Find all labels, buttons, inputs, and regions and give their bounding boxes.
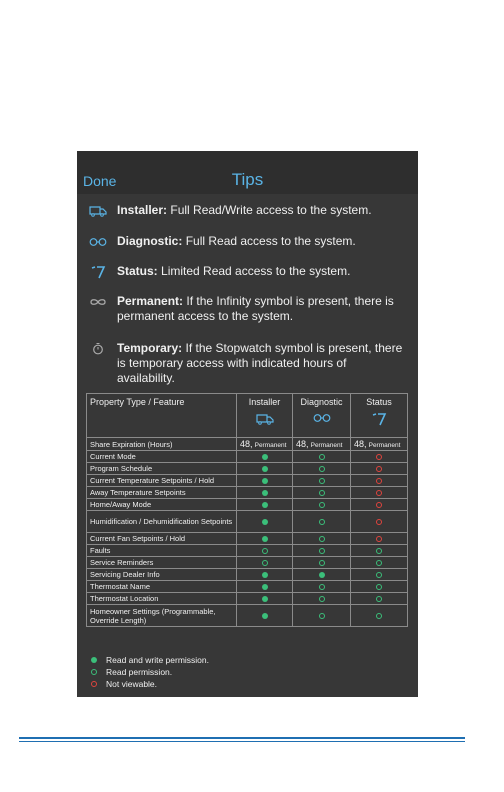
- permission-cell: [351, 487, 408, 499]
- permission-cell: [293, 451, 351, 463]
- table-row: [87, 605, 408, 627]
- no-access-dot-icon: [376, 466, 382, 472]
- no-access-dot-icon: [376, 536, 382, 542]
- wrench-icon: [87, 264, 109, 279]
- row-label: Thermostat Name: [87, 581, 237, 593]
- app-screen: Done Tips Installer: Full Read/Write access to the system. Diagnostic: Full Read access to the system. Status: Limited Read access to the system. Permanent: If the Infinity symbol is present, there is permanent access to the system. Temporary: If the Stopwatch symbol is present, there is temporary access with indicated hours of availability. Property Type / Feature Installer Diagnostic Status Share Expiration (Hours) 48, Permanent 48, Permanent 48, Permanent Current Mode Program Schedule Current Temperature Setpoints / Hold Away Temperature Setpoints Home/Away Mode Humidification / Dehumidification Setpoints Current Fan Setpoints / Hold Faults Service Reminders Servicing Dealer Info Thermostat Name Thermostat Location Homeowner Settings (Programmable, Override Length) Read and write permission. Read permission. Not viewable.: [77, 151, 418, 697]
- full-access-dot-icon: [262, 536, 268, 542]
- permission-cell: [293, 557, 351, 569]
- share-status: 48, Permanent: [351, 438, 408, 451]
- full-access-dot-icon: [262, 584, 268, 590]
- permission-cell: [237, 569, 293, 581]
- table-row: [87, 511, 408, 533]
- table-row: [87, 593, 408, 605]
- no-access-dot-icon: [376, 502, 382, 508]
- full-access-dot-icon: [262, 502, 268, 508]
- permission-cell: [237, 605, 293, 627]
- no-access-dot-icon: [376, 478, 382, 484]
- read-access-dot-icon: [319, 466, 325, 472]
- permission-cell: [237, 533, 293, 545]
- row-label: Humidification / Dehumidification Setpoints: [87, 511, 237, 533]
- row-label: Home/Away Mode: [87, 499, 237, 511]
- column-header-feature: Property Type / Feature: [87, 394, 237, 438]
- header-bar: [77, 151, 418, 194]
- read-access-dot-icon: [319, 548, 325, 554]
- read-access-dot-icon: [319, 490, 325, 496]
- column-header-diagnostic: Diagnostic: [293, 394, 351, 438]
- done-button[interactable]: Done: [83, 173, 117, 189]
- van-icon: [240, 413, 289, 427]
- permission-cell: [351, 463, 408, 475]
- permission-cell: [237, 557, 293, 569]
- permission-cell: [237, 511, 293, 533]
- row-label: Homeowner Settings (Programmable, Override Length): [87, 605, 237, 627]
- row-label: Current Fan Setpoints / Hold: [87, 533, 237, 545]
- table-row: [87, 581, 408, 593]
- permission-cell: [237, 487, 293, 499]
- van-icon: [87, 203, 109, 218]
- read-access-dot-icon: [319, 560, 325, 566]
- permission-cell: [351, 569, 408, 581]
- full-access-dot-icon: [319, 572, 325, 578]
- share-installer: 48, Permanent: [237, 438, 293, 451]
- row-label: Thermostat Location: [87, 593, 237, 605]
- permission-cell: [293, 581, 351, 593]
- read-access-dot-icon: [376, 613, 382, 619]
- permission-cell: [351, 451, 408, 463]
- read-access-dot-icon: [319, 519, 325, 525]
- table-row: [87, 533, 408, 545]
- stopwatch-icon: [87, 341, 109, 356]
- full-access-dot-icon: [262, 596, 268, 602]
- table-row: [87, 569, 408, 581]
- read-access-dot-icon: [91, 669, 97, 675]
- permission-cell: [351, 593, 408, 605]
- read-access-dot-icon: [262, 548, 268, 554]
- row-label: Servicing Dealer Info: [87, 569, 237, 581]
- full-access-dot-icon: [262, 466, 268, 472]
- permission-cell: [237, 581, 293, 593]
- table-row: [87, 557, 408, 569]
- permission-cell: [351, 557, 408, 569]
- permission-cell: [351, 581, 408, 593]
- full-access-dot-icon: [91, 657, 97, 663]
- no-access-dot-icon: [376, 519, 382, 525]
- row-label: Away Temperature Setpoints: [87, 487, 237, 499]
- permission-cell: [237, 545, 293, 557]
- permission-cell: [293, 463, 351, 475]
- read-access-dot-icon: [376, 572, 382, 578]
- permission-cell: [293, 499, 351, 511]
- wrench-icon: [354, 412, 404, 428]
- full-access-dot-icon: [262, 490, 268, 496]
- full-access-dot-icon: [262, 572, 268, 578]
- permission-cell: [293, 569, 351, 581]
- permission-cell: [237, 593, 293, 605]
- read-access-dot-icon: [376, 584, 382, 590]
- read-access-dot-icon: [319, 584, 325, 590]
- full-access-dot-icon: [262, 613, 268, 619]
- full-access-dot-icon: [262, 478, 268, 484]
- read-access-dot-icon: [319, 478, 325, 484]
- read-access-dot-icon: [319, 502, 325, 508]
- row-label: Faults: [87, 545, 237, 557]
- table-row: [87, 545, 408, 557]
- permission-cell: [351, 475, 408, 487]
- permission-cell: [293, 511, 351, 533]
- read-access-dot-icon: [376, 596, 382, 602]
- glasses-icon: [296, 413, 347, 425]
- column-header-installer: Installer: [237, 394, 293, 438]
- permission-cell: [293, 545, 351, 557]
- no-access-dot-icon: [91, 681, 97, 687]
- share-diagnostic: 48, Permanent: [293, 438, 351, 451]
- table-body: [87, 438, 408, 627]
- legend-item-read: Read permission.: [91, 666, 209, 678]
- footer-rule: [19, 737, 465, 739]
- permission-cell: [293, 605, 351, 627]
- row-label: Current Temperature Setpoints / Hold: [87, 475, 237, 487]
- read-access-dot-icon: [319, 454, 325, 460]
- row-label: Service Reminders: [87, 557, 237, 569]
- row-label: Share Expiration (Hours): [87, 438, 237, 451]
- full-access-dot-icon: [262, 454, 268, 460]
- infinity-icon: [87, 294, 109, 309]
- permission-cell: [237, 463, 293, 475]
- permission-cell: [237, 451, 293, 463]
- permissions-table: [86, 393, 408, 627]
- permission-cell: [293, 533, 351, 545]
- table-header-row: [87, 394, 408, 438]
- permission-cell: [351, 511, 408, 533]
- permission-cell: [351, 499, 408, 511]
- read-access-dot-icon: [319, 536, 325, 542]
- no-access-dot-icon: [376, 490, 382, 496]
- read-access-dot-icon: [262, 560, 268, 566]
- legend-item-none: Not viewable.: [91, 678, 209, 690]
- table-row: [87, 451, 408, 463]
- permission-cell: [351, 545, 408, 557]
- permission-cell: [237, 499, 293, 511]
- page-title: Tips: [231, 170, 264, 189]
- share-expiration-row: [87, 438, 408, 451]
- table-row: [87, 475, 408, 487]
- read-access-dot-icon: [376, 548, 382, 554]
- row-label: Program Schedule: [87, 463, 237, 475]
- permission-cell: [237, 475, 293, 487]
- glasses-icon: [87, 234, 109, 249]
- full-access-dot-icon: [262, 519, 268, 525]
- read-access-dot-icon: [376, 560, 382, 566]
- table-row: [87, 499, 408, 511]
- read-access-dot-icon: [319, 613, 325, 619]
- permission-cell: [293, 487, 351, 499]
- footer-rule-thin: [19, 741, 465, 742]
- legend: [91, 654, 209, 690]
- permission-cell: [293, 475, 351, 487]
- permission-cell: [293, 593, 351, 605]
- permission-cell: [351, 605, 408, 627]
- read-access-dot-icon: [319, 596, 325, 602]
- row-label: Current Mode: [87, 451, 237, 463]
- legend-item-full: Read and write permission.: [91, 654, 209, 666]
- no-access-dot-icon: [376, 454, 382, 460]
- column-header-status: Status: [351, 394, 408, 438]
- table-row: [87, 487, 408, 499]
- permission-cell: [351, 533, 408, 545]
- table-row: [87, 463, 408, 475]
